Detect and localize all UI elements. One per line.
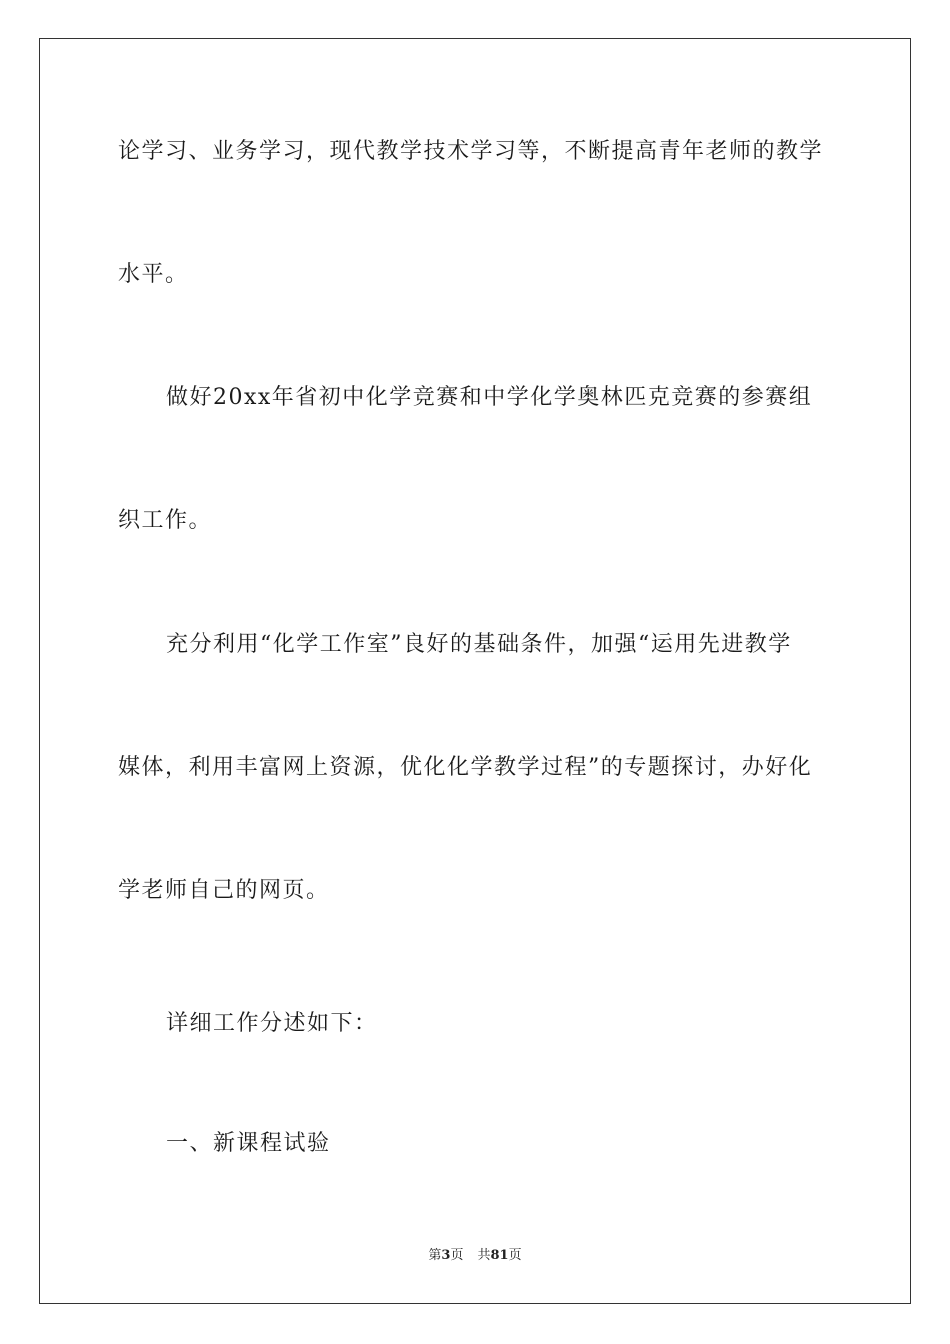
paragraph-line: 论学习、业务学习，现代教学技术学习等，不断提高青年老师的教学 [118,139,824,164]
paragraph-line: 充分利用“化学工作室”良好的基础条件，加强“运用先进教学 [166,632,792,657]
page-border [39,38,911,1304]
page-footer [0,1247,950,1265]
total-suffix: 页 [508,1248,522,1263]
page-suffix: 页 [450,1248,464,1263]
paragraph-line: 水平。 [118,262,189,287]
page-number: 3 [441,1248,451,1263]
section-heading: 一、新课程试验 [166,1131,331,1156]
paragraph-line: 织工作。 [118,508,213,533]
paragraph-line: 学老师自己的网页。 [118,878,330,903]
paragraph-line: 详细工作分述如下： [166,1011,378,1036]
paragraph-line: 做好20xx年省初中化学竞赛和中学化学奥林匹克竞赛的参赛组 [166,385,813,410]
total-pages: 81 [490,1248,509,1263]
paragraph-line: 媒体，利用丰富网上资源，优化化学教学过程”的专题探讨，办好化 [118,755,813,780]
page-prefix: 第 [428,1248,442,1263]
total-prefix: 共 [477,1248,491,1263]
